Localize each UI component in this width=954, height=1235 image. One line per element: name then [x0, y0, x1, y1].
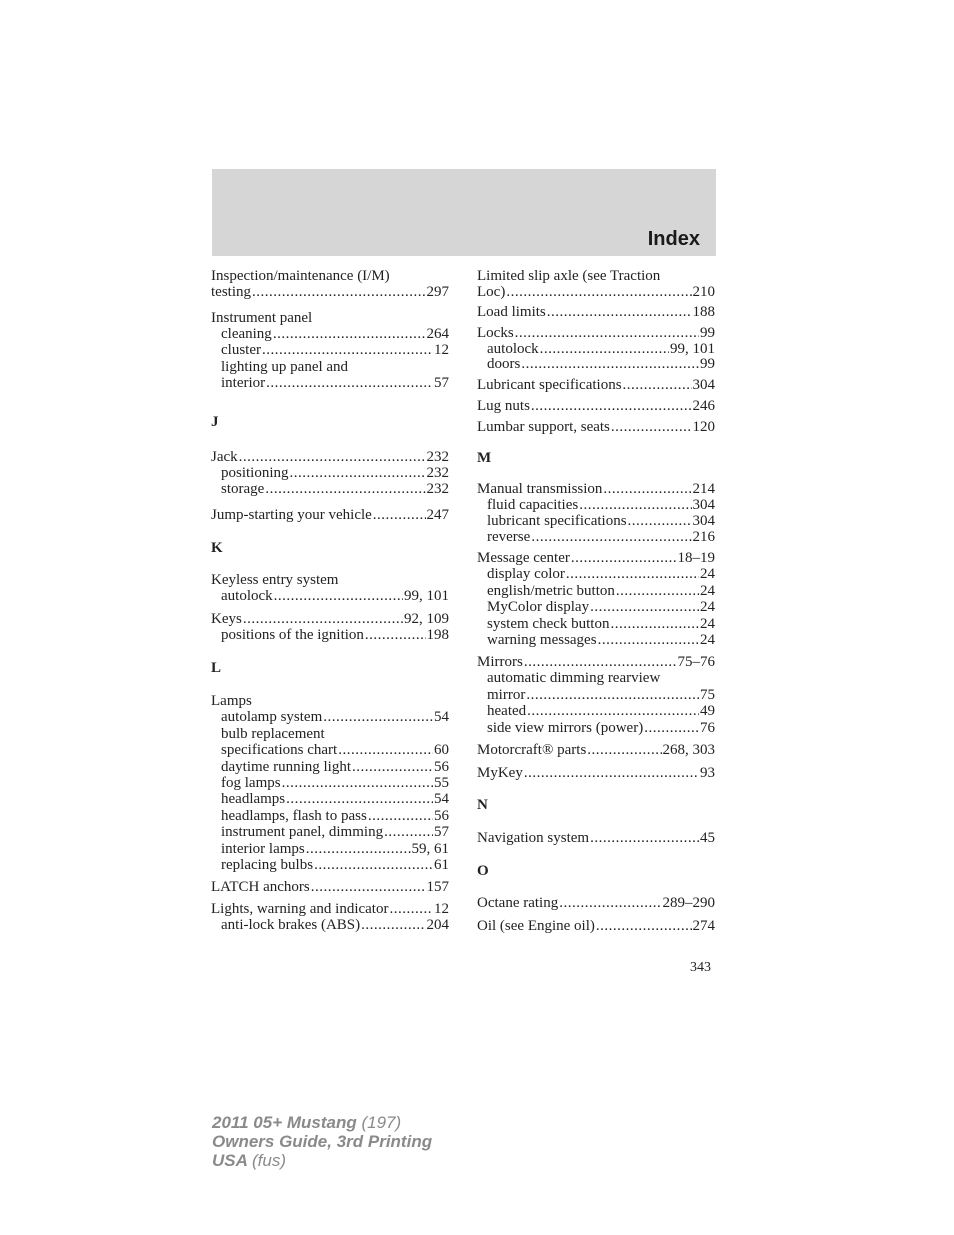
index-subterm: system check button	[487, 615, 610, 632]
index-term: Jack	[211, 449, 238, 465]
index-term: testing	[211, 284, 251, 300]
index-entry-octane	[477, 895, 715, 912]
page-ref: 56	[434, 807, 449, 824]
index-entry-navigation	[477, 830, 715, 847]
page-ref: 12	[434, 342, 449, 358]
page-ref: 61	[434, 857, 449, 874]
page-ref: 60	[434, 742, 449, 759]
page-ref: 268, 303	[662, 742, 715, 758]
index-term: Jump-starting your vehicle	[211, 507, 372, 523]
index-entry-inspection	[211, 268, 449, 301]
index-subterm: MyColor display	[487, 599, 590, 616]
index-subterm: headlamps	[221, 791, 286, 808]
index-term: Inspection/maintenance (I/M)	[211, 268, 390, 284]
index-term: Instrument panel	[211, 310, 313, 326]
index-term: Locks	[477, 325, 514, 341]
index-subterm: reverse	[487, 529, 531, 545]
index-entry-locks	[477, 326, 715, 373]
page-ref: 24	[700, 566, 715, 583]
index-subterm: headlamps, flash to pass	[221, 807, 367, 824]
index-entry-manual-transmission	[477, 481, 715, 545]
index-subterm: warning messages	[487, 632, 597, 649]
footer-guide: Owners Guide, 3rd Printing	[212, 1132, 433, 1151]
index-subterm: specifications chart	[221, 742, 338, 759]
header-band	[212, 169, 716, 256]
index-term: Motorcraft® parts	[477, 742, 587, 758]
index-subterm: cluster	[221, 342, 261, 358]
index-subterm: automatic dimming rearview	[487, 670, 661, 687]
index-term: Oil (see Engine oil)	[477, 918, 595, 934]
index-subterm: autolamp system	[221, 709, 323, 726]
page-ref: 198	[426, 627, 449, 643]
page-ref: 24	[700, 599, 715, 616]
index-subterm: lighting up panel and	[221, 359, 349, 375]
section-letter-l: L	[211, 660, 222, 676]
index-subterm: autolock	[221, 588, 273, 604]
index-subterm: heated	[487, 703, 527, 720]
page-ref: 232	[426, 481, 449, 497]
page-ref: 246	[692, 398, 715, 414]
page-ref: 24	[700, 615, 715, 632]
section-letter-j: J	[211, 414, 219, 430]
index-term: Loc)	[477, 284, 506, 300]
index-entry-lumbar	[477, 419, 715, 436]
page-ref: 304	[692, 513, 715, 529]
page-ref: 57	[434, 824, 449, 841]
index-subterm: positioning	[221, 465, 289, 481]
section-letter-m: M	[477, 450, 492, 466]
index-entry-limited-slip	[477, 268, 715, 300]
index-subterm: storage	[221, 481, 265, 497]
index-subterm: daytime running light	[221, 758, 351, 775]
footer-market: USA	[212, 1151, 248, 1170]
index-term: Lubricant specifications	[477, 377, 622, 393]
page-ref: 99	[700, 356, 715, 372]
index-subterm: autolock	[487, 340, 539, 357]
page-ref: 49	[700, 703, 715, 720]
page-ref: 157	[426, 879, 449, 895]
page-ref: 18–19	[677, 550, 715, 566]
index-entry-instrument-panel	[211, 310, 449, 392]
section-letter-o: O	[477, 863, 489, 879]
page-ref: 99, 101	[404, 588, 449, 604]
index-term: Lug nuts	[477, 398, 530, 414]
index-term: Lumbar support, seats	[477, 419, 610, 435]
page-ref: 92, 109	[404, 611, 449, 627]
index-subterm: interior	[221, 375, 266, 391]
page-ref: 57	[434, 375, 449, 391]
page-ref: 188	[692, 304, 715, 320]
index-subterm: fluid capacities	[487, 497, 579, 513]
index-term: Keyless entry system	[211, 572, 339, 588]
page-number: 343	[690, 960, 711, 975]
index-subterm: anti-lock brakes (ABS)	[221, 917, 361, 933]
footer	[212, 1113, 432, 1170]
index-term: Keys	[211, 611, 242, 627]
page-ref: 232	[426, 465, 449, 481]
index-entry-keyless	[211, 572, 449, 605]
page-ref: 54	[434, 709, 449, 726]
index-term: Lights, warning and indicator	[211, 901, 389, 917]
page-ref: 214	[692, 481, 715, 497]
index-subterm: fog lamps	[221, 775, 281, 792]
page-ref: 75–76	[677, 654, 715, 670]
index-subterm: display color	[487, 566, 565, 583]
page-ref: 297	[426, 284, 449, 300]
index-entry-oil	[477, 918, 715, 935]
index-subterm: positions of the ignition	[221, 627, 364, 643]
page-ref: 120	[692, 419, 715, 435]
index-entry-lights	[211, 901, 449, 934]
page-ref: 45	[700, 830, 715, 846]
page-ref: 59, 61	[411, 840, 449, 857]
index-term: Message center	[477, 550, 570, 566]
index-subterm: replacing bulbs	[221, 857, 314, 874]
index-entry-load-limits	[477, 304, 715, 321]
index-subterm: english/metric button	[487, 582, 615, 599]
index-entry-latch	[211, 879, 449, 896]
index-term: Mirrors	[477, 654, 523, 670]
index-entry-message-center	[477, 550, 715, 648]
page-ref: 289–290	[662, 895, 715, 911]
index-subterm: mirror	[487, 686, 526, 703]
page-ref: 204	[426, 917, 449, 933]
index-term: Lamps	[211, 693, 252, 709]
index-entry-lug-nuts	[477, 398, 715, 415]
index-subterm: lubricant specifications	[487, 513, 627, 529]
page-ref: 247	[426, 507, 449, 523]
index-term: LATCH anchors	[211, 879, 310, 895]
page-ref: 24	[700, 632, 715, 649]
page-title: Index	[647, 228, 700, 250]
section-letter-n: N	[477, 797, 488, 813]
page-ref: 274	[692, 918, 715, 934]
page-ref: 24	[700, 582, 715, 599]
page-ref: 304	[692, 497, 715, 513]
index-entry-keys	[211, 611, 449, 644]
footer-market-code: (fus)	[252, 1151, 286, 1170]
index-subterm: instrument panel, dimming	[221, 824, 384, 841]
page-ref: 75	[700, 686, 715, 703]
index-entry-mykey	[477, 765, 715, 782]
page-ref: 264	[426, 326, 449, 342]
index-subterm: interior lamps	[221, 840, 305, 857]
index-subterm: cleaning	[221, 326, 272, 342]
page-ref: 76	[700, 719, 715, 736]
page-ref: 210	[692, 284, 715, 300]
page-ref: 56	[434, 758, 449, 775]
page-ref: 99	[700, 325, 715, 341]
footer-model-code: (197)	[361, 1113, 402, 1132]
index-term: Navigation system	[477, 830, 590, 846]
page-ref: 99, 101	[670, 340, 715, 357]
page-ref: 55	[434, 775, 449, 792]
section-letter-k: K	[211, 540, 223, 556]
page-ref: 12	[434, 901, 449, 917]
index-term: Load limits	[477, 304, 546, 320]
index-subterm: side view mirrors (power)	[487, 719, 644, 736]
index-term: Manual transmission	[477, 481, 603, 497]
index-entry-lamps	[211, 693, 449, 873]
index-subterm: doors	[487, 356, 521, 372]
page-ref: 232	[426, 449, 449, 465]
index-entry-motorcraft	[477, 742, 715, 759]
page-ref: 216	[692, 529, 715, 545]
index-entry-lubricant	[477, 377, 715, 394]
index-term: Limited slip axle (see Traction	[477, 268, 661, 284]
index-entry-mirrors	[477, 654, 715, 736]
index-term: Octane rating	[477, 895, 559, 911]
index-entry-jump-starting	[211, 507, 449, 524]
index-term: MyKey	[477, 765, 523, 781]
index-subterm: bulb replacement	[221, 725, 325, 742]
page-ref: 304	[692, 377, 715, 393]
page-ref: 54	[434, 791, 449, 808]
index-entry-jack	[211, 449, 449, 498]
footer-model: 2011 05+ Mustang	[212, 1113, 357, 1132]
page-ref: 93	[700, 765, 715, 781]
